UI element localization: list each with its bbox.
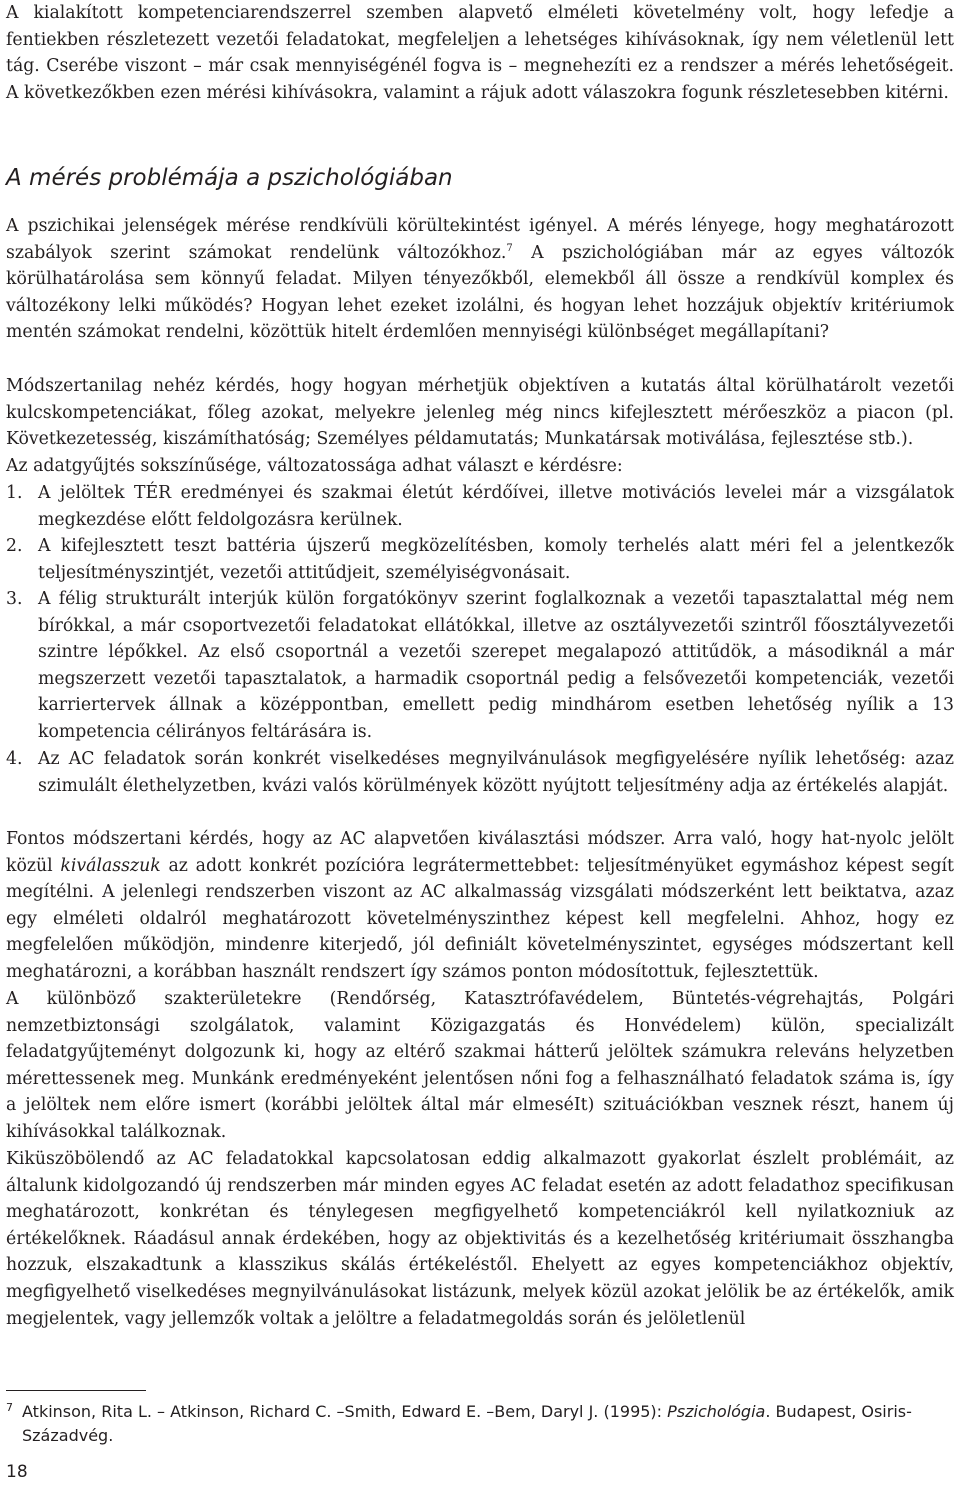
footnote-text	[22, 1400, 954, 1448]
paragraph-measurement-text: A pszichikai jelenségek mérése rendkívüli körültekintést igényel. A mérés lényege, hogy meghatározott szabályok szerint számokat rendelünk változókhoz.	[6, 216, 954, 263]
footnote-title: Pszichológia	[667, 1402, 766, 1421]
paragraph-methodology: Módszertanilag nehéz kérdés, hogy hogyan mérhetjük objektíven a kutatás által körülhatárolt vezetői kulcskompetenciákat, főleg azokat, melyekre jelenleg még nincs kifejlesztett mérőeszköz a piacon (pl. Következetesség, kiszámíthatóság; Személyes példamutatás; Munkatársak motiválása, fejlesztése stb.).	[6, 376, 954, 450]
list-item	[6, 586, 954, 746]
paragraph-specialties: A különböző szakterületekre (Rendőrség, Katasztrófavédelem, Büntetés-végrehajtás, Polgári nemzetbiztonsági szolgálatok, valamint Közigazgatás és Honvédelem) külön, specializált feladatgyűjteményt dolgozunk ki, hogy az eltérő szakmai hátterű jelöltek számukra releváns helyzetben mérettessenek meg. Munkánk eredményeként jelentősen nőni fog a felhasználható feladatok száma is, így a jelöltek nem előre ismert (korábbi jelöltek által már elmeséIt) szituációkban vesznek részt, hanem új kihívásokkal találkoznak.	[6, 989, 954, 1142]
paragraph-measurement-text-cont: A pszichológiában már az egyes változók körülhatárolása sem könnyű feladat. Milyen tényezőkből, elemekből áll össze a rendkívül komplex és változékony lelki működés? Hogyan lehet ezeket izolálni, és hogyan lehet hozzájuk objektív kritériumok mentén számokat rendelni, közöttük hitelt érdemlően mennyiségi különbséget megállapítani?	[6, 242, 954, 343]
list-item-text: A jelöltek TÉR eredményei és szakmai életút kérdőívei, illetve motivációs levelei már a vizsgálatok megkezdése előtt feldolgozásra kerülnek.	[38, 483, 954, 530]
footnote-number: 7	[6, 1401, 13, 1414]
list-item-text: A kifejlesztett teszt battéria újszerű megközelítésben, komoly terhelés alatt méri fel a jelentkezők teljesítményszintjét, vezetői attitűdjeit, személyiségvonásait.	[38, 536, 954, 583]
intro-paragraph: A kialakított kompetenciarendszerrel szemben alapvető elméleti követelmény volt, hogy lefedje a fentiekben részletezett vezetői feladatokat, megfeleljen a lehetséges kihívásoknak, így nem véletlenül lett tág. Cserébe viszont – már csak mennyiségénél fogva is – megnehezíti ez a rendszer a mérés lehetőségeit. A következőkben ezen mérési kihívásokra, valamint a rájuk adott válaszokra fogunk részletesebben kitérni.	[6, 3, 954, 103]
paragraph-ac-italic: kiválasszuk	[60, 855, 161, 876]
list-item-number: 4.	[6, 749, 23, 769]
list-item-text: Az AC feladatok során konkrét viselkedéses megnyilvánulások megfigyelésére nyílik lehetőség: azaz szimulált élethelyzetben, kvázi valós körülmények között nyújtott teljesítmény adja az értékelés alapját.	[38, 749, 954, 796]
footnote-divider	[6, 1390, 146, 1391]
page-number: 18	[6, 1462, 28, 1482]
footnote-authors: Atkinson, Rita L. – Atkinson, Richard C. –Smith, Edward E. –Bem, Daryl J. (1995):	[22, 1402, 668, 1421]
list-item	[6, 480, 954, 533]
paragraph-ac-method	[6, 826, 954, 986]
paragraph-evaluation: Kiküszöbölendő az AC feladatokkal kapcsolatosan eddig alkalmazott gyakorlat észlelt problémáit, az általunk kidolgozandó új rendszerben már minden egyes AC feladat esetén az adott feladathoz specifikusan meghatározott, konkrétan és ténylegesen megfigyelhető kompetenciákról kell nyilatkozniuk az értékelőknek. Ráadásul annak érdekében, hogy az objektivitás és a kezelhetőség kritériumait összhangba hozzuk, elszakadtunk a klasszikus skálás értékeléstől. Ehelyett az egyes kompetenciákhoz objektív, megfigyelhető viselkedéses megnyilvánulásokat listázunk, melyek közül azokat jelölik be az értékelők, amik megjelentek, vagy jellemzők voltak a jelöltre a feladatmegoldás során és jelöletlenül	[6, 1149, 954, 1329]
paragraph-measurement	[6, 213, 954, 346]
paragraph-ac-text-cont: az adott konkrét pozícióra legrátermettebbet: teljesítményüket egymáshoz képest segít megítélni. A jelenlegi rendszerben viszont az AC alkalmasság vizsgálati módszerként lett beiktatva, azaz egy elméleti oldalról meghatározott követelményszinthez képest kell megfelelni. Ahhoz, hogy ez megfelelően működjön, mindenre kiterjedő, jól definiált követelményszintet, egységes módszertant kell meghatározni, a korábban használt rendszert így számos ponton módosítottuk, fejlesztettük.	[6, 855, 954, 982]
list-item	[6, 533, 954, 586]
list-item-number: 1.	[6, 483, 23, 503]
footnote-publisher: . Budapest, Osiris-Századvég.	[22, 1402, 912, 1445]
paragraph-ac-text: Fontos módszertani kérdés, hogy az AC alapvetően kiválasztási módszer. Arra való, hogy hat-nyolc jelölt közül	[6, 829, 954, 876]
list-item-number: 2.	[6, 536, 23, 556]
list-item-text: A félig strukturált interjúk külön forgatókönyv szerint foglalkoznak a vezetői tapasztalattal még nem bírókkal, a már csoportvezetői feladatokat ellátókkal, illetve az osztályvezetői szintről főosztályvezetői szintre lépőkkel. Az első csoportnál a vezetői szerepet megalapozó attitűdök, a másodiknál a már megszerzett vezetői tapasztalatok, a harmadik csoportnál pedig a felsővezetői kompetenciák, vezetői karriertervek állnak a középpontban, emellett pedig mindhárom esetben lehetőség nyílik a 13 kompetencia célirányos feltárására is.	[38, 589, 954, 742]
footnote	[6, 1400, 954, 1448]
section-heading: A mérés problémája a pszichológiában	[6, 165, 453, 191]
list-item	[6, 746, 954, 799]
footnote-reference: 7	[506, 242, 513, 254]
paragraph-data-collection: Az adatgyűjtés sokszínűsége, változatossága adhat választ e kérdésre:	[6, 456, 623, 476]
list-item-number: 3.	[6, 589, 23, 609]
